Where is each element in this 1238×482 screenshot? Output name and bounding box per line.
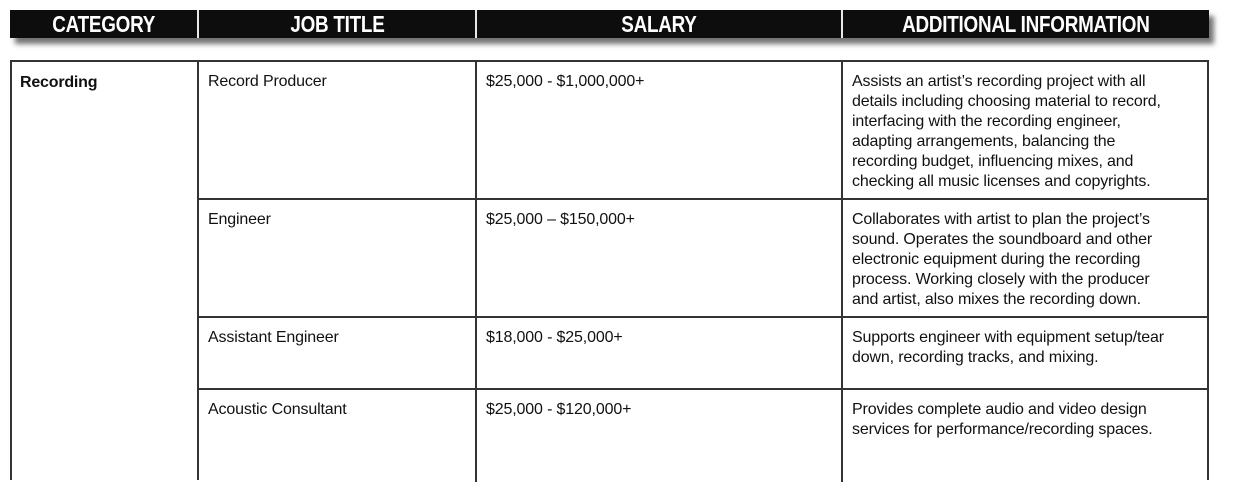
table-header-bar bbox=[10, 10, 1209, 38]
job-title-cell: Acoustic Consultant bbox=[199, 390, 477, 482]
info-cell: Assists an artist’s recording project with all details including choosing material to record, interfacing with the recording engineer, adapting arrangements, balancing the recording budget, influencing mixes, and checking all music licenses and copyrights. bbox=[852, 73, 1161, 190]
salary-cell: $25,000 - $1,000,000+ bbox=[477, 62, 843, 198]
header-additional-information-label: ADDITIONAL INFORMATION bbox=[902, 10, 1150, 37]
header-job-title bbox=[199, 10, 477, 38]
header-job-title-label: JOB TITLE bbox=[289, 10, 385, 37]
job-title-cell: Record Producer bbox=[199, 62, 477, 198]
category-cell bbox=[12, 62, 199, 480]
table-row bbox=[199, 62, 1209, 200]
job-title-cell: Assistant Engineer bbox=[199, 318, 477, 388]
table-row bbox=[199, 200, 1209, 318]
info-cell: Provides complete audio and video design services for performance/recording spaces. bbox=[852, 401, 1153, 438]
salary-cell: $25,000 – $150,000+ bbox=[477, 200, 843, 316]
salary-cell: $25,000 - $120,000+ bbox=[477, 390, 843, 482]
category-label: Recording bbox=[20, 74, 98, 91]
header-salary bbox=[477, 10, 843, 38]
jobs-table bbox=[10, 60, 1209, 480]
header-salary-label: SALARY bbox=[621, 10, 697, 37]
info-cell: Supports engineer with equipment setup/tear down, recording tracks, and mixing. bbox=[852, 329, 1164, 366]
table-row bbox=[199, 318, 1209, 390]
table-row bbox=[199, 390, 1209, 482]
job-title-cell: Engineer bbox=[199, 200, 477, 316]
header-category bbox=[10, 10, 199, 38]
info-cell: Collaborates with artist to plan the project’s sound. Operates the soundboard and other electronic equipment during the recording process. Working closely with the producer and artist, also mixes the recording down. bbox=[852, 211, 1153, 308]
header-category-label: CATEGORY bbox=[52, 10, 155, 37]
salary-cell: $18,000 - $25,000+ bbox=[477, 318, 843, 388]
header-additional-information bbox=[843, 10, 1209, 38]
